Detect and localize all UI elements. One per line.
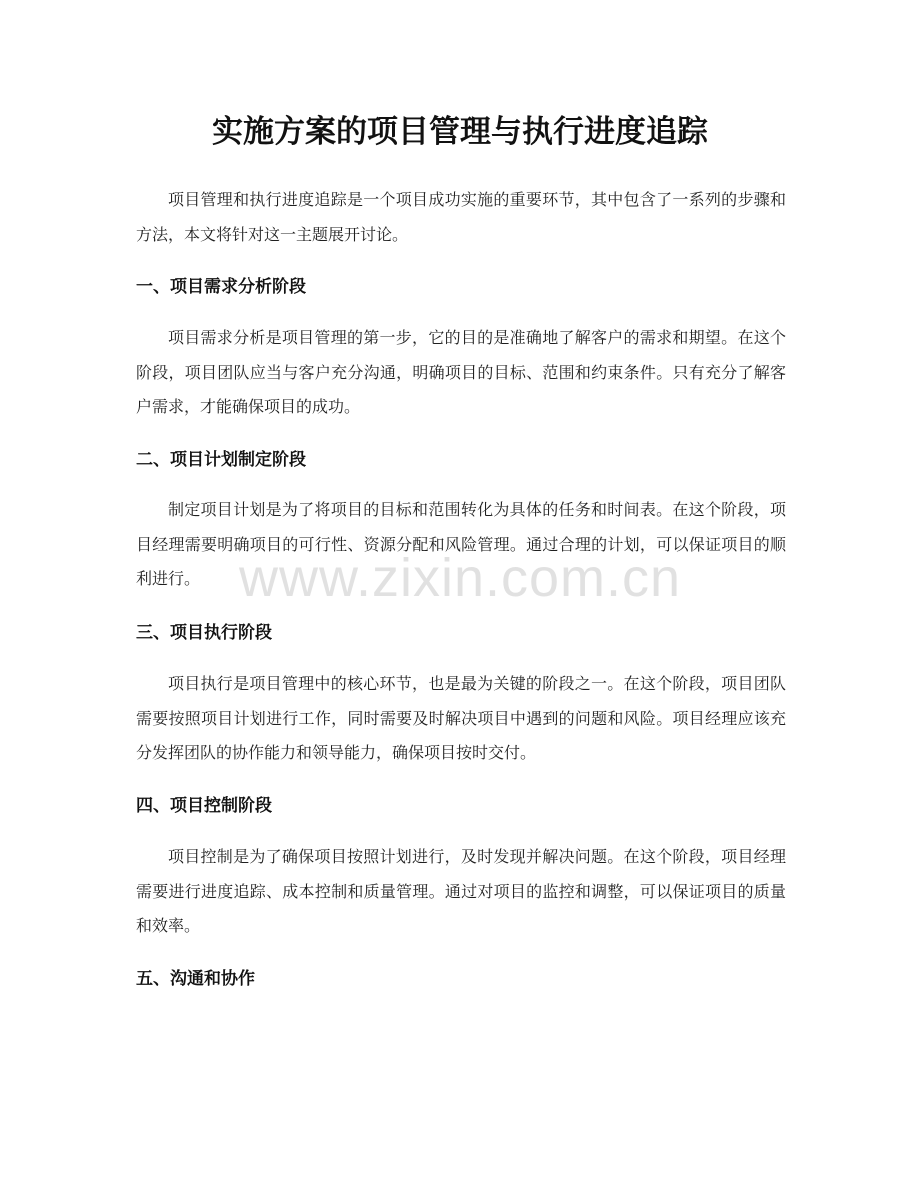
section-heading-planning: 二、项目计划制定阶段 — [136, 450, 306, 470]
section-heading-communication: 五、沟通和协作 — [136, 969, 255, 989]
section-heading-requirements: 一、项目需求分析阶段 — [136, 277, 306, 297]
section-body-execution: 项目执行是项目管理中的核心环节，也是最为关键的阶段之一。在这个阶段，项目团队需要按照项目计划进行工作，同时需要及时解决项目中遇到的问题和风险。项目经理应该充分发挥团队的协作能力和领导能力，确保项目按时交付。 — [136, 674, 786, 762]
section-body-planning: 制定项目计划是为了将项目的目标和范围转化为具体的任务和时间表。在这个阶段，项目经理需要明确项目的可行性、资源分配和风险管理。通过合理的计划，可以保证项目的顺利进行。 — [136, 500, 786, 588]
page-title: 实施方案的项目管理与执行进度追踪 — [212, 114, 708, 150]
intro-paragraph: 项目管理和执行进度追踪是一个项目成功实施的重要环节，其中包含了一系列的步骤和方法，本文将针对这一主题展开讨论。 — [136, 190, 786, 244]
section-body-control: 项目控制是为了确保项目按照计划进行，及时发现并解决问题。在这个阶段，项目经理需要进行进度追踪、成本控制和质量管理。通过对项目的监控和调整，可以保证项目的质量和效率。 — [136, 847, 786, 935]
section-heading-control: 四、项目控制阶段 — [136, 796, 272, 816]
watermark-text: www.zixin.com.cn — [238, 548, 682, 608]
section-body-requirements: 项目需求分析是项目管理的第一步，它的目的是准确地了解客户的需求和期望。在这个阶段，项目团队应当与客户充分沟通，明确项目的目标、范围和约束条件。只有充分了解客户需求，才能确保项目的成功。 — [136, 328, 786, 416]
section-heading-execution: 三、项目执行阶段 — [136, 623, 272, 643]
